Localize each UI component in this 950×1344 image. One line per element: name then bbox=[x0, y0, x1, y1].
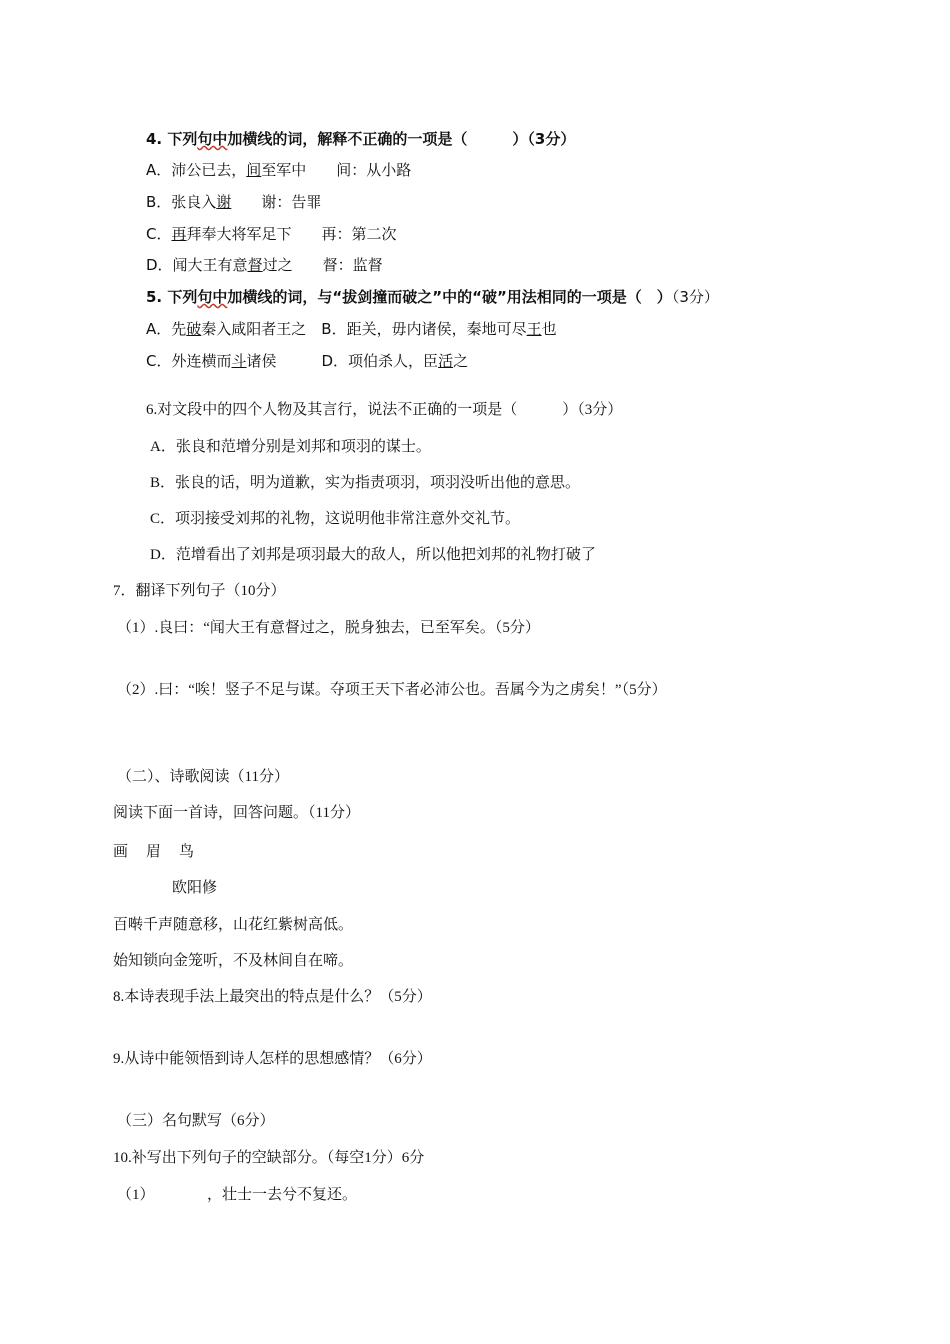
poetry-section-heading: （二）、诗歌阅读（11分） bbox=[117, 769, 289, 785]
q7-stem: 7．翻译下列句子（10分） bbox=[113, 583, 286, 599]
q7-sentence-1: （1）.良曰：“闻大王有意督过之，脱身独去，已至军矣。（5分） bbox=[117, 620, 540, 636]
q5-options-ab: A．先破秦入咸阳者王之 B．距关，毋内诸侯，秦地可尽王也 bbox=[146, 320, 557, 338]
q10-stem: 10.补写出下列句子的空缺部分。（每空1分）6分 bbox=[113, 1150, 425, 1166]
q4-option-a: A．沛公已去，间至军中 间：从小路 bbox=[146, 161, 412, 179]
poetry-intro: 阅读下面一首诗，回答问题。（11分） bbox=[113, 805, 360, 821]
q6-option-c: C．项羽接受刘邦的礼物，这说明他非常注意外交礼节。 bbox=[150, 511, 521, 527]
poem-author: 欧阳修 bbox=[172, 880, 218, 896]
q10-sentence-1: （1） ，壮士一去兮不复还。 bbox=[117, 1187, 358, 1203]
q4-option-c: C．再拜奉大将军足下 再：第二次 bbox=[146, 225, 397, 243]
poem-line-2: 始知锁向金笼听，不及林间自在啼。 bbox=[113, 953, 354, 969]
q6-option-a: A．张良和范增分别是刘邦和项羽的谋士。 bbox=[150, 439, 431, 455]
q4-option-d: D．闻大王有意督过之 督：监督 bbox=[146, 256, 383, 274]
q9-stem: 9.从诗中能领悟到诗人怎样的思想感情？（6分） bbox=[113, 1051, 432, 1067]
q5-stem: 5. 下列句中加横线的词，与“拔剑撞而破之”中的“破”用法相同的一项是（ ）（3分） bbox=[146, 288, 719, 306]
q4-option-b: B．张良入谢 谢：告罪 bbox=[146, 193, 322, 211]
q6-option-d: D．范增看出了刘邦是项羽最大的敌人，所以他把刘邦的礼物打破了 bbox=[150, 547, 596, 563]
recite-section-heading: （三）名句默写（6分） bbox=[117, 1113, 275, 1129]
q7-sentence-2: （2）.曰：“唉！竖子不足与谋。夺项王天下者必沛公也。吾属今为之虏矣！”（5分） bbox=[117, 682, 667, 698]
q6-stem: 6.对文段中的四个人物及其言行，说法不正确的一项是（ ）（3分） bbox=[146, 402, 623, 418]
q4-stem: 4. 下列句中加横线的词，解释不正确的一项是（ ）（3分） bbox=[146, 130, 576, 148]
poem-title: 画眉鸟 bbox=[113, 844, 213, 860]
q5-options-cd: C．外连横而斗诸侯 D．项伯杀人，臣活之 bbox=[146, 352, 469, 370]
q6-option-b: B．张良的话，明为道歉，实为指责项羽，项羽没听出他的意思。 bbox=[150, 475, 581, 491]
q8-stem: 8.本诗表现手法上最突出的特点是什么？（5分） bbox=[113, 989, 432, 1005]
poem-line-1: 百啭千声随意移，山花红紫树高低。 bbox=[113, 917, 354, 933]
